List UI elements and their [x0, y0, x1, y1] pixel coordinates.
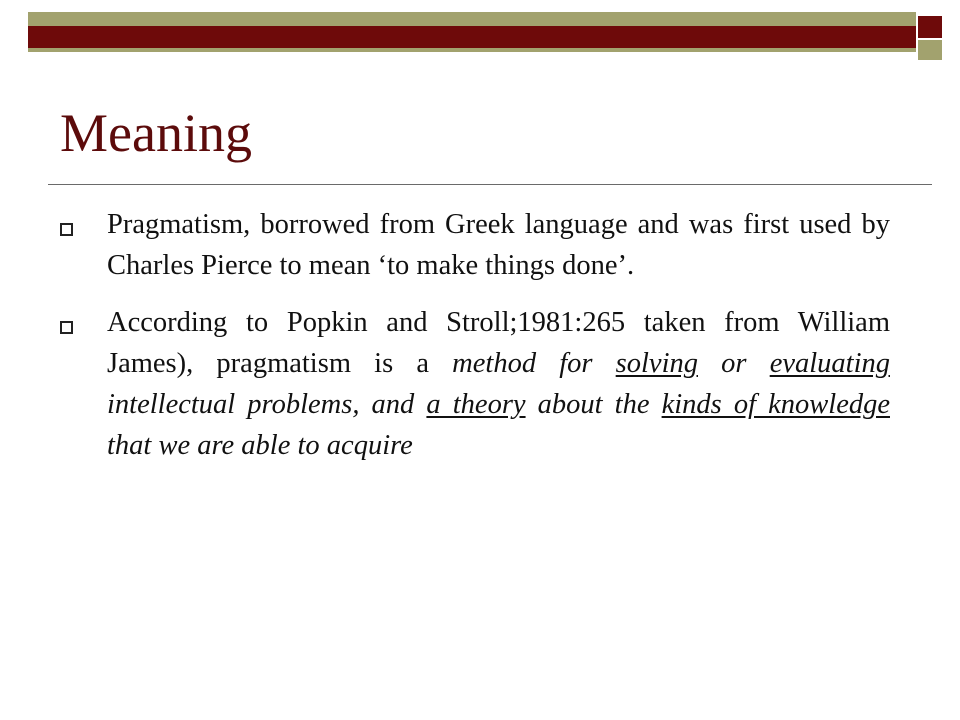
- banner-olive-stripe-top: [28, 12, 916, 26]
- bullet-item: [60, 302, 890, 466]
- slide-title: Meaning: [60, 103, 252, 163]
- banner-corner-maroon-square: [918, 16, 942, 38]
- bullet-text: [107, 302, 890, 466]
- banner-maroon-stripe: [28, 26, 916, 48]
- bullet-text-italic-underlined: solving: [615, 348, 698, 379]
- bullet-text-italic: or: [698, 348, 770, 379]
- banner-corner-olive-square: [918, 40, 942, 60]
- hollow-square-bullet-icon: [60, 223, 73, 236]
- bullet-item: [60, 204, 890, 286]
- hollow-square-bullet-icon: [60, 321, 73, 334]
- bullet-text-italic-underlined: evaluating: [769, 348, 890, 379]
- banner-olive-stripe-bottom: [28, 48, 916, 52]
- bullet-text: Pragmatism, borrowed from Greek language and was first used by Charles Pierce to mean ‘to make things done’.: [107, 209, 890, 281]
- bullet-text-italic: intellectual problems, and: [107, 389, 427, 420]
- bullet-text-italic-underlined: kinds of knowledge: [661, 389, 890, 420]
- bullet-text-plain: According to Popkin and Stroll;1981:265 taken from William James), pragmatism is a: [107, 307, 890, 379]
- bullet-text-italic: method for: [452, 348, 616, 379]
- bullet-text-italic-underlined: a theory: [426, 389, 526, 420]
- bullet-list: [60, 204, 890, 482]
- bullet-text-italic: about the: [525, 389, 662, 420]
- bullet-text-italic: that we are able to acquire: [107, 430, 413, 461]
- title-divider: [48, 184, 932, 185]
- top-banner: [0, 0, 960, 60]
